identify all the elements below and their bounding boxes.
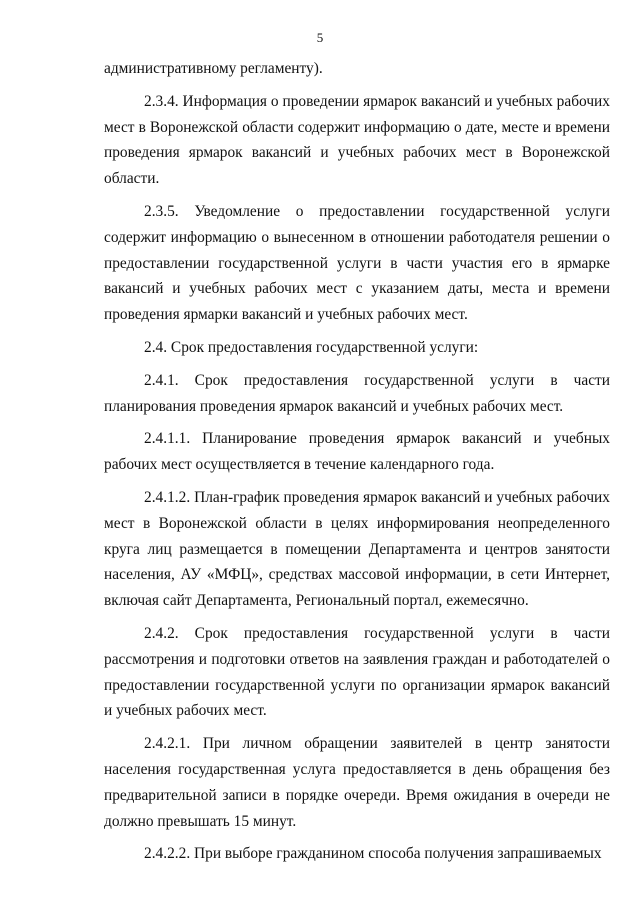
paragraph-continuation: административному регламенту).: [104, 60, 323, 77]
page-number: 5: [316, 30, 324, 45]
paragraph-2-3-4: 2.3.4. Информация о проведении ярмарок вакансий и учебных рабочих мест в Воронежской области содержит информацию о дате, месте и времени проведения ярмарок вакансий и учебных рабочих мест в Воронежской области.: [104, 92, 610, 188]
paragraph-2-4-2-1: 2.4.2.1. При личном обращении заявителей в центр занятости населения государственная услуга предоставляется в день обращения без предварительной записи в порядке очереди. Время ожидания в очереди не должно превышать 15 минут.: [104, 735, 610, 830]
paragraph-2-4: 2.4. Срок предоставления государственной услуги:: [144, 338, 479, 356]
paragraph-2-4-1-1: 2.4.1.1. Планирование проведения ярмарок вакансий и учебных рабочих мест осуществляется в течение календарного года.: [104, 430, 610, 474]
document-body: [104, 56, 610, 874]
paragraph-2-4-1-2: 2.4.1.2. План-график проведения ярмарок вакансий и учебных рабочих мест в Воронежской области в целях информирования неопределенного круга лиц размещается в помещении Департамента и центров занятости населения, АУ «МФЦ», средствах массовой информации, в сети Интернет, включая сайт Департамента, Региональный портал, ежемесячно.: [104, 488, 610, 610]
paragraph-2-3-5: 2.3.5. Уведомление о предоставлении государственной услуги содержит информацию о вынесенном в отношении работодателя решении о предоставлении государственной услуги в части участия его в ярмарке вакансий и учебных рабочих мест с указанием даты, места и времени проведения ярмарки вакансий и учебных рабочих мест.: [104, 202, 610, 324]
paragraph-2-4-1: 2.4.1. Срок предоставления государственной услуги в части планирования проведения ярмарок вакансий и учебных рабочих мест.: [104, 371, 610, 415]
paragraph-2-4-2-2: 2.4.2.2. При выборе гражданином способа получения запрашиваемых: [144, 845, 602, 863]
paragraph-2-4-2: 2.4.2. Срок предоставления государственной услуги в части рассмотрения и подготовки ответов на заявления граждан и работодателей о предоставлении государственной услуги по организации ярмарок вакансий и учебных рабочих мест.: [104, 624, 610, 720]
